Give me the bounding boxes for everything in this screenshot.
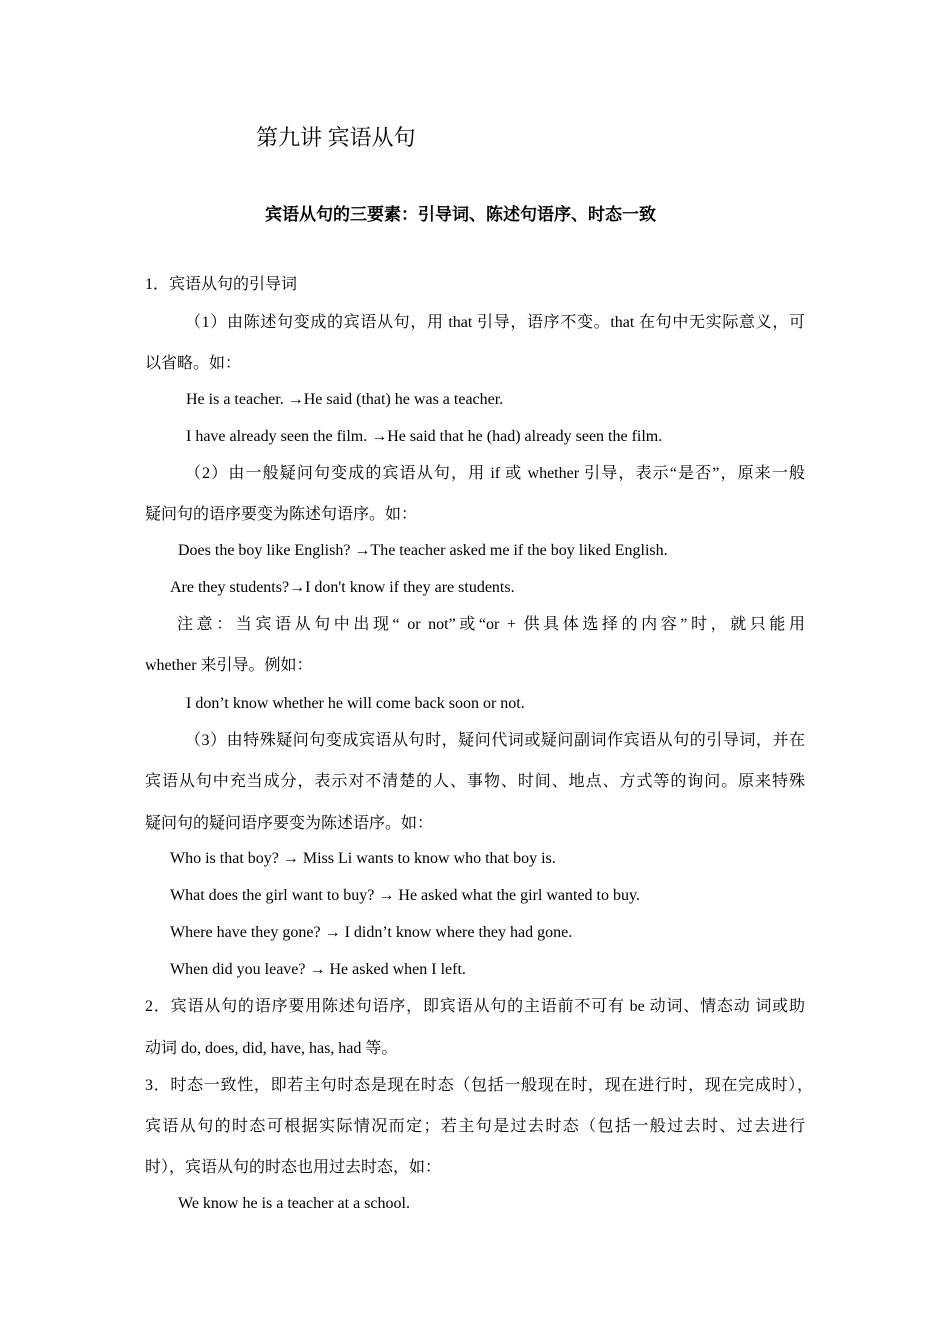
note-line-2: whether 来引导。例如： bbox=[145, 657, 313, 674]
example-4: Are they students?→I don't know if they are students. bbox=[170, 579, 515, 596]
example-10: We know he is a teacher at a school. bbox=[178, 1195, 410, 1212]
paragraph-3-line-2: 宾语从句中充当成分，表示对不清楚的人、事物、时间、地点、方式等的询问。原来特殊 bbox=[145, 773, 805, 790]
page-subtitle: 宾语从句的三要素：引导词、陈述句语序、时态一致 bbox=[265, 205, 656, 225]
note-line-1: 注意：当宾语从句中出现“ or not”或“or + 供具体选择的内容”时，就只能用 bbox=[177, 616, 805, 633]
section-3-line-2: 宾语从句的时态可根据实际情况而定；若主句是过去时态（包括一般过去时、过去进行 bbox=[145, 1118, 805, 1135]
section-2-line-1: 2．宾语从句的语序要用陈述句语序，即宾语从句的主语前不可有 be 动词、情态动 词或助 bbox=[145, 998, 805, 1015]
paragraph-1-line-1: （1）由陈述句变成的宾语从句，用 that 引导，语序不变。that 在句中无实际意义，可 bbox=[185, 314, 805, 331]
paragraph-2-line-2: 疑问句的语序要变为陈述句语序。如： bbox=[145, 506, 418, 523]
example-8: Where have they gone? → I didn’t know where they had gone. bbox=[170, 924, 573, 941]
example-6: Who is that boy? → Miss Li wants to know who that boy is. bbox=[170, 850, 556, 867]
paragraph-1-line-2: 以省略。如： bbox=[145, 355, 242, 372]
paragraph-3-line-3: 疑问句的疑问语序要变为陈述语序。如： bbox=[145, 815, 434, 832]
example-3: Does the boy like English? →The teacher asked me if the boy liked English. bbox=[178, 542, 668, 559]
section-1-heading: 1．宾语从句的引导词 bbox=[145, 276, 298, 293]
section-3-line-1: 3．时态一致性，即若主句时态是现在时态（包括一般现在时，现在进行时，现在完成时）， bbox=[145, 1077, 813, 1094]
section-3-line-3: 时），宾语从句的时态也用过去时态，如： bbox=[145, 1159, 442, 1176]
section-2-line-2: 动词 do, does, did, have, has, had 等。 bbox=[145, 1040, 398, 1057]
example-2: I have already seen the film. →He said that he (had) already seen the film. bbox=[186, 428, 663, 445]
example-7: What does the girl want to buy? → He asked what the girl wanted to buy. bbox=[170, 887, 640, 904]
example-5: I don’t know whether he will come back soon or not. bbox=[186, 695, 525, 712]
paragraph-3-line-1: （3）由特殊疑问句变成宾语从句时，疑问代词或疑问副词作宾语从句的引导词，并在 bbox=[185, 732, 805, 749]
page-title: 第九讲 宾语从句 bbox=[256, 125, 416, 150]
example-9: When did you leave? → He asked when I left. bbox=[170, 961, 466, 978]
example-1: He is a teacher. →He said (that) he was a teacher. bbox=[186, 391, 504, 408]
paragraph-2-line-1: （2）由一般疑问句变成的宾语从句，用 if 或 whether 引导，表示“是否”，原来一般 bbox=[185, 465, 805, 482]
